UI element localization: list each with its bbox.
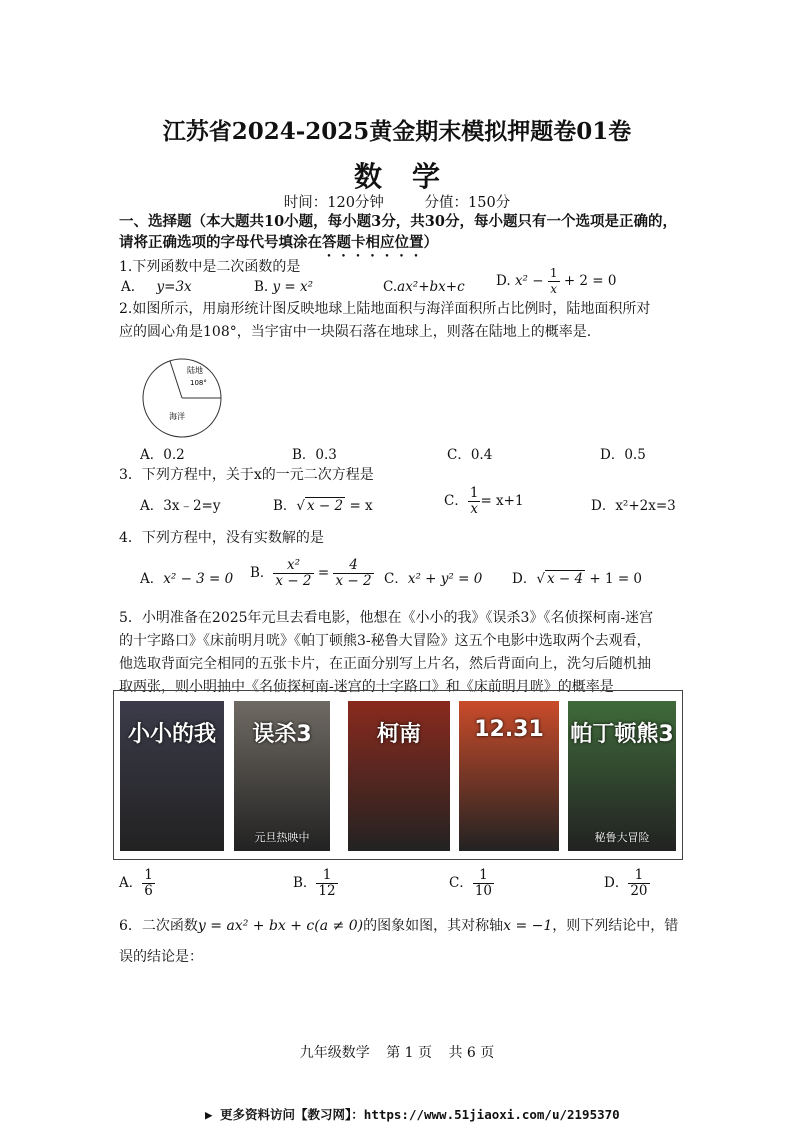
section-heading-line2: 请将正确选项的字母代号填涂在答题卡相应位置） [119,234,438,251]
q2-option-a: A．0.2 [140,447,185,463]
poster-5 [568,701,676,851]
question-3-stem: 3．下列方程中，关于x的一元二次方程是 [119,467,374,483]
poster-4 [459,701,559,851]
q4-option-d: D．√ x − 4 + 1 = 0 [512,571,643,587]
q2-option-c: C．0.4 [447,447,493,463]
question-4-options [140,557,680,598]
q4-option-a: A．x² − 3 = 0 [140,571,234,587]
question-2-options [140,444,680,466]
question-3-options [140,485,680,525]
q2-option-b: B．0.3 [292,447,337,463]
poster-1-title: 小小的我 [127,722,216,747]
q5-option-a: A． $\frac{1}{6}$ [119,867,153,899]
poster-2-caption: 元旦热映中 [254,831,310,844]
q1-option-c: C.ax²+bx+c [383,279,465,295]
q3-option-a: A．3x﹣2=y [140,498,221,514]
q4-option-c: C．x² + y² = 0 [384,571,483,587]
q3-option-b: B．√ x − 2 = x [273,498,373,514]
question-1-stem: 1.下列函数中是二次函数的是 [119,259,301,275]
pie-label-angle: 108° [190,379,207,387]
promo-link[interactable]: ▶ 更多资料访问【教习网】：https://www.51jiaoxi.com/u/2195370 [205,1107,620,1122]
q2-option-d: D．0.5 [600,447,646,463]
q6-axis: x = −1 [503,918,553,934]
question-5-stem: 5．小明准备在2025年元旦去看电影，他想在《小小的我》《误杀3》《名侦探柯南-迷宫 的十字路口》《床前明月咣》《帕丁顿熊3-秘鲁大冒险》这五个电影中选取两个去观看， 他选取背面完全相同的五张卡片，在正面分别写上片名，然后背面向上，洗匀后随机抽 取两张，则小明抽中《名侦探柯南-迷宫的十字路口》和《床前明月咣》的概率是 [119,610,654,695]
question-2-stem: 2.如图所示，用扇形统计图反映地球上陆地面积与海洋面积所占比例时，陆地面积所对 应的圆心角是108°，当宇宙中一块陨石落在地球上，则落在陆地上的概率是. [119,301,651,340]
paper-subject: 数学 [353,160,470,193]
pie-label-land: 陆地 [187,366,203,375]
poster-5-caption: 秘鲁大冒险 [594,831,650,844]
q6-function: y = ax² + bx + c(a ≠ 0) [197,918,364,934]
question-4-stem: 4．下列方程中，没有实数解的是 [119,530,324,546]
question-6-stem: 6．二次函数y = ax² + bx + c(a ≠ 0)的图象如图，其对称轴x = −1，则下列结论中，错 误的结论是： [119,918,679,965]
poster-3 [348,701,450,851]
q3-option-d: D．x²+2x=3 [591,498,676,514]
q5-option-c: C． $\frac{1}{10}$ [449,867,493,899]
poster-3-title: 柯南 [376,722,421,747]
footer-page: 第 1 页 [386,1045,432,1061]
exam-score: 分值：150分 [424,195,511,211]
footer-grade: 九年级数学 [299,1045,370,1061]
question-5-options [119,864,679,904]
q3-option-c: C． $\frac{1}{x}$ = x+1 [444,485,524,517]
page-footer [0,1042,794,1062]
q1-option-b: B. y = x² [254,279,314,295]
q1-option-a: A. y=3x [121,279,192,295]
q1-option-d: D. x² − $\frac{1}{x}$ + 2 = 0 [496,266,617,296]
poster-2 [234,701,330,851]
poster-2-title: 误杀3 [252,722,312,747]
movie-posters-panel [113,690,683,860]
q5-option-d: D． $\frac{1}{20}$ [604,867,648,899]
q5-option-b: B． $\frac{1}{12}$ [293,867,336,899]
paper-title: 江苏省2024-2025黄金期末模拟押题卷01卷 [162,118,632,145]
footer-total: 共 6 页 [448,1045,495,1061]
section-heading-line1: 一、选择题（本大题共10小题，每小题3分，共30分，每小题只有一个选项是正确的， [119,213,677,230]
exam-meta [0,191,794,212]
emphasis-text: 答题卡相应位置 [322,234,424,251]
poster-5-title: 帕丁顿熊3 [570,722,674,747]
pie-chart [141,357,223,439]
pie-label-ocean: 海洋 [169,412,185,421]
poster-4-title: 12.31 [474,717,544,742]
poster-1 [120,701,224,851]
section-heading [119,211,679,260]
exam-time: 时间：120分钟 [283,195,384,211]
q4-option-b: B． $\frac{\text{x²}}{x - 2}$ = $\frac{4}{x - 2}$ [250,557,372,589]
